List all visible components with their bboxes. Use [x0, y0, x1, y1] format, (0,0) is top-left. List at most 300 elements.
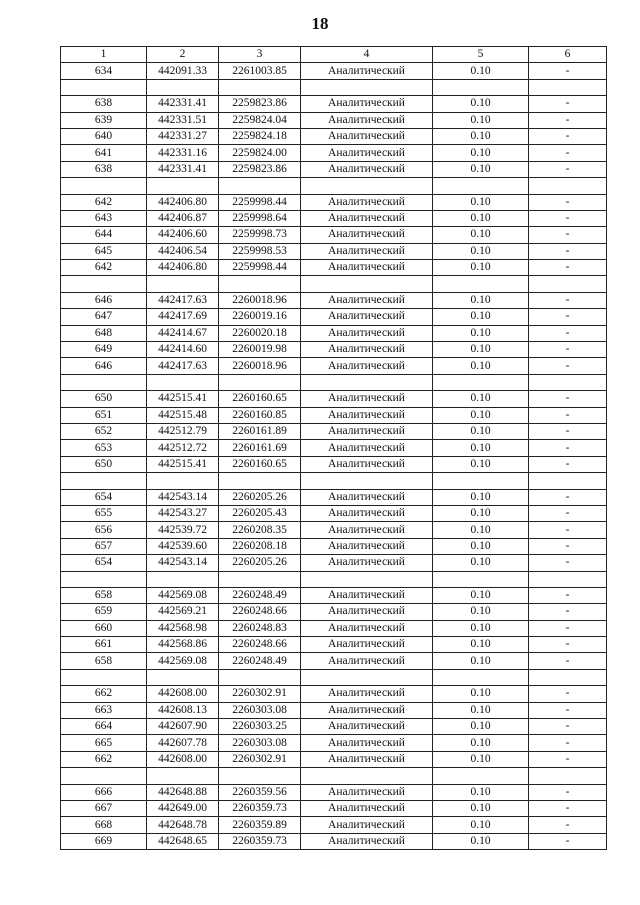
- accuracy-cell: 0.10: [433, 243, 529, 259]
- accuracy-cell: 0.10: [433, 817, 529, 833]
- accuracy-cell: 0.10: [433, 63, 529, 79]
- x-coordinate-cell: 442406.80: [147, 260, 219, 276]
- table-row: [61, 456, 607, 472]
- method-cell: Аналитический: [301, 112, 433, 128]
- x-coordinate-cell: 442406.87: [147, 210, 219, 226]
- accuracy-cell: 0.10: [433, 423, 529, 439]
- x-coordinate-cell: 442414.60: [147, 342, 219, 358]
- point-number-cell: 669: [61, 833, 147, 849]
- y-coordinate-cell: 2260248.49: [219, 653, 301, 669]
- note-cell: -: [529, 227, 607, 243]
- method-cell: Аналитический: [301, 260, 433, 276]
- method-cell: Аналитический: [301, 620, 433, 636]
- y-coordinate-cell: 2260205.43: [219, 505, 301, 521]
- point-number-cell: 650: [61, 456, 147, 472]
- table-row: [61, 63, 607, 79]
- table-row: [61, 604, 607, 620]
- x-coordinate-cell: 442515.41: [147, 456, 219, 472]
- y-coordinate-cell: 2260205.26: [219, 555, 301, 571]
- note-cell: -: [529, 128, 607, 144]
- table-row: [61, 243, 607, 259]
- note-cell: -: [529, 800, 607, 816]
- point-number-cell: 646: [61, 292, 147, 308]
- note-cell: -: [529, 719, 607, 735]
- table-row: [61, 407, 607, 423]
- note-cell: -: [529, 145, 607, 161]
- method-cell: Аналитический: [301, 702, 433, 718]
- y-coordinate-cell: 2260359.89: [219, 817, 301, 833]
- method-cell: Аналитический: [301, 325, 433, 341]
- x-coordinate-cell: 442568.98: [147, 620, 219, 636]
- method-cell: Аналитический: [301, 604, 433, 620]
- table-row: [61, 325, 607, 341]
- point-number-cell: 654: [61, 489, 147, 505]
- table-row: [61, 719, 607, 735]
- accuracy-cell: [433, 276, 529, 292]
- accuracy-cell: 0.10: [433, 407, 529, 423]
- method-cell: Аналитический: [301, 145, 433, 161]
- y-coordinate-cell: 2260160.65: [219, 391, 301, 407]
- note-cell: -: [529, 538, 607, 554]
- note-cell: -: [529, 637, 607, 653]
- point-number-cell: 655: [61, 505, 147, 521]
- note-cell: -: [529, 423, 607, 439]
- coordinates-table: [60, 46, 607, 850]
- table-row: [61, 227, 607, 243]
- method-cell: Аналитический: [301, 309, 433, 325]
- table-row: [61, 194, 607, 210]
- y-coordinate-cell: 2260248.49: [219, 587, 301, 603]
- note-cell: -: [529, 505, 607, 521]
- accuracy-cell: 0.10: [433, 702, 529, 718]
- method-cell: Аналитический: [301, 342, 433, 358]
- point-number-cell: 658: [61, 653, 147, 669]
- x-coordinate-cell: 442331.41: [147, 161, 219, 177]
- accuracy-cell: 0.10: [433, 194, 529, 210]
- y-coordinate-cell: 2260359.56: [219, 784, 301, 800]
- table-header-row: [61, 47, 607, 63]
- table-row: [61, 833, 607, 849]
- point-number-cell: 661: [61, 637, 147, 653]
- accuracy-cell: 0.10: [433, 505, 529, 521]
- table-row: [61, 522, 607, 538]
- page-number: 18: [311, 14, 329, 33]
- method-cell: Аналитический: [301, 423, 433, 439]
- x-coordinate-cell: 442608.00: [147, 751, 219, 767]
- point-number-cell: 650: [61, 391, 147, 407]
- method-cell: [301, 374, 433, 390]
- column-header: 4: [301, 47, 433, 63]
- accuracy-cell: 0.10: [433, 637, 529, 653]
- note-cell: [529, 276, 607, 292]
- note-cell: -: [529, 489, 607, 505]
- note-cell: [529, 178, 607, 194]
- accuracy-cell: 0.10: [433, 96, 529, 112]
- table-row: [61, 210, 607, 226]
- y-coordinate-cell: 2259824.00: [219, 145, 301, 161]
- method-cell: Аналитический: [301, 210, 433, 226]
- x-coordinate-cell: 442417.69: [147, 309, 219, 325]
- accuracy-cell: 0.10: [433, 833, 529, 849]
- accuracy-cell: 0.10: [433, 604, 529, 620]
- note-cell: [529, 768, 607, 784]
- table-separator-row: [61, 571, 607, 587]
- accuracy-cell: 0.10: [433, 145, 529, 161]
- y-coordinate-cell: 2260018.96: [219, 292, 301, 308]
- point-number-cell: 641: [61, 145, 147, 161]
- table-separator-row: [61, 768, 607, 784]
- table-row: [61, 423, 607, 439]
- table-row: [61, 292, 607, 308]
- table-row: [61, 784, 607, 800]
- method-cell: Аналитический: [301, 227, 433, 243]
- accuracy-cell: [433, 571, 529, 587]
- x-coordinate-cell: 442406.54: [147, 243, 219, 259]
- point-number-cell: 648: [61, 325, 147, 341]
- note-cell: -: [529, 391, 607, 407]
- accuracy-cell: 0.10: [433, 210, 529, 226]
- method-cell: Аналитический: [301, 538, 433, 554]
- y-coordinate-cell: [219, 473, 301, 489]
- table-separator-row: [61, 473, 607, 489]
- point-number-cell: 634: [61, 63, 147, 79]
- table-row: [61, 653, 607, 669]
- table-row: [61, 505, 607, 521]
- note-cell: -: [529, 210, 607, 226]
- point-number-cell: 665: [61, 735, 147, 751]
- accuracy-cell: 0.10: [433, 325, 529, 341]
- point-number-cell: 642: [61, 194, 147, 210]
- note-cell: -: [529, 587, 607, 603]
- accuracy-cell: 0.10: [433, 686, 529, 702]
- method-cell: [301, 276, 433, 292]
- method-cell: Аналитический: [301, 489, 433, 505]
- note-cell: -: [529, 194, 607, 210]
- point-number-cell: 666: [61, 784, 147, 800]
- point-number-cell: 639: [61, 112, 147, 128]
- point-number-cell: [61, 473, 147, 489]
- table-separator-row: [61, 374, 607, 390]
- point-number-cell: [61, 178, 147, 194]
- method-cell: Аналитический: [301, 653, 433, 669]
- point-number-cell: 668: [61, 817, 147, 833]
- table-row: [61, 538, 607, 554]
- x-coordinate-cell: 442607.90: [147, 719, 219, 735]
- point-number-cell: 640: [61, 128, 147, 144]
- point-number-cell: 638: [61, 161, 147, 177]
- table-row: [61, 555, 607, 571]
- note-cell: -: [529, 555, 607, 571]
- point-number-cell: 651: [61, 407, 147, 423]
- method-cell: Аналитический: [301, 292, 433, 308]
- point-number-cell: 662: [61, 686, 147, 702]
- y-coordinate-cell: 2259823.86: [219, 96, 301, 112]
- note-cell: -: [529, 735, 607, 751]
- table-row: [61, 800, 607, 816]
- note-cell: [529, 669, 607, 685]
- point-number-cell: 667: [61, 800, 147, 816]
- point-number-cell: 654: [61, 555, 147, 571]
- accuracy-cell: 0.10: [433, 800, 529, 816]
- y-coordinate-cell: [219, 178, 301, 194]
- point-number-cell: 656: [61, 522, 147, 538]
- y-coordinate-cell: 2261003.85: [219, 63, 301, 79]
- table-row: [61, 342, 607, 358]
- method-cell: Аналитический: [301, 391, 433, 407]
- table-row: [61, 751, 607, 767]
- method-cell: Аналитический: [301, 243, 433, 259]
- table-row: [61, 161, 607, 177]
- note-cell: -: [529, 440, 607, 456]
- x-coordinate-cell: 442331.41: [147, 96, 219, 112]
- y-coordinate-cell: 2260208.18: [219, 538, 301, 554]
- accuracy-cell: 0.10: [433, 653, 529, 669]
- x-coordinate-cell: 442417.63: [147, 292, 219, 308]
- point-number-cell: [61, 571, 147, 587]
- x-coordinate-cell: 442331.27: [147, 128, 219, 144]
- method-cell: Аналитический: [301, 63, 433, 79]
- x-coordinate-cell: 442608.00: [147, 686, 219, 702]
- point-number-cell: [61, 276, 147, 292]
- accuracy-cell: 0.10: [433, 587, 529, 603]
- table-row: [61, 620, 607, 636]
- y-coordinate-cell: [219, 374, 301, 390]
- accuracy-cell: 0.10: [433, 260, 529, 276]
- y-coordinate-cell: 2260019.98: [219, 342, 301, 358]
- table-row: [61, 489, 607, 505]
- table-row: [61, 128, 607, 144]
- y-coordinate-cell: 2259824.04: [219, 112, 301, 128]
- x-coordinate-cell: 442569.21: [147, 604, 219, 620]
- method-cell: Аналитический: [301, 735, 433, 751]
- x-coordinate-cell: 442539.72: [147, 522, 219, 538]
- y-coordinate-cell: [219, 79, 301, 95]
- accuracy-cell: 0.10: [433, 489, 529, 505]
- method-cell: Аналитический: [301, 358, 433, 374]
- point-number-cell: 653: [61, 440, 147, 456]
- x-coordinate-cell: 442406.60: [147, 227, 219, 243]
- accuracy-cell: 0.10: [433, 522, 529, 538]
- point-number-cell: 649: [61, 342, 147, 358]
- note-cell: -: [529, 407, 607, 423]
- method-cell: [301, 178, 433, 194]
- x-coordinate-cell: 442417.63: [147, 358, 219, 374]
- point-number-cell: 652: [61, 423, 147, 439]
- method-cell: [301, 473, 433, 489]
- point-number-cell: 662: [61, 751, 147, 767]
- y-coordinate-cell: 2259824.18: [219, 128, 301, 144]
- note-cell: -: [529, 325, 607, 341]
- note-cell: -: [529, 817, 607, 833]
- accuracy-cell: [433, 374, 529, 390]
- x-coordinate-cell: 442648.78: [147, 817, 219, 833]
- x-coordinate-cell: 442543.14: [147, 489, 219, 505]
- method-cell: Аналитический: [301, 407, 433, 423]
- x-coordinate-cell: [147, 276, 219, 292]
- x-coordinate-cell: 442569.08: [147, 587, 219, 603]
- point-number-cell: 659: [61, 604, 147, 620]
- note-cell: -: [529, 96, 607, 112]
- table-row: [61, 440, 607, 456]
- x-coordinate-cell: 442512.79: [147, 423, 219, 439]
- method-cell: Аналитический: [301, 686, 433, 702]
- method-cell: Аналитический: [301, 817, 433, 833]
- accuracy-cell: 0.10: [433, 342, 529, 358]
- x-coordinate-cell: [147, 571, 219, 587]
- x-coordinate-cell: 442515.48: [147, 407, 219, 423]
- method-cell: Аналитический: [301, 637, 433, 653]
- y-coordinate-cell: 2259998.44: [219, 194, 301, 210]
- accuracy-cell: 0.10: [433, 751, 529, 767]
- point-number-cell: 663: [61, 702, 147, 718]
- y-coordinate-cell: 2260205.26: [219, 489, 301, 505]
- x-coordinate-cell: 442543.27: [147, 505, 219, 521]
- point-number-cell: 638: [61, 96, 147, 112]
- note-cell: -: [529, 243, 607, 259]
- y-coordinate-cell: 2260248.66: [219, 604, 301, 620]
- x-coordinate-cell: [147, 79, 219, 95]
- point-number-cell: 645: [61, 243, 147, 259]
- method-cell: Аналитический: [301, 456, 433, 472]
- method-cell: Аналитический: [301, 194, 433, 210]
- x-coordinate-cell: 442539.60: [147, 538, 219, 554]
- x-coordinate-cell: 442515.41: [147, 391, 219, 407]
- column-header: 5: [433, 47, 529, 63]
- note-cell: [529, 79, 607, 95]
- table-row: [61, 587, 607, 603]
- note-cell: -: [529, 620, 607, 636]
- x-coordinate-cell: 442569.08: [147, 653, 219, 669]
- accuracy-cell: 0.10: [433, 227, 529, 243]
- y-coordinate-cell: 2259998.53: [219, 243, 301, 259]
- point-number-cell: 642: [61, 260, 147, 276]
- column-header: 1: [61, 47, 147, 63]
- x-coordinate-cell: 442648.88: [147, 784, 219, 800]
- method-cell: Аналитический: [301, 833, 433, 849]
- note-cell: -: [529, 456, 607, 472]
- method-cell: Аналитический: [301, 161, 433, 177]
- accuracy-cell: 0.10: [433, 309, 529, 325]
- note-cell: -: [529, 309, 607, 325]
- y-coordinate-cell: [219, 768, 301, 784]
- table-row: [61, 112, 607, 128]
- x-coordinate-cell: 442648.65: [147, 833, 219, 849]
- column-header: 6: [529, 47, 607, 63]
- accuracy-cell: 0.10: [433, 735, 529, 751]
- x-coordinate-cell: [147, 768, 219, 784]
- method-cell: [301, 669, 433, 685]
- accuracy-cell: 0.10: [433, 456, 529, 472]
- y-coordinate-cell: 2259998.44: [219, 260, 301, 276]
- y-coordinate-cell: 2260161.89: [219, 423, 301, 439]
- y-coordinate-cell: 2259998.64: [219, 210, 301, 226]
- x-coordinate-cell: [147, 669, 219, 685]
- note-cell: -: [529, 522, 607, 538]
- note-cell: [529, 571, 607, 587]
- point-number-cell: 644: [61, 227, 147, 243]
- column-header: 2: [147, 47, 219, 63]
- x-coordinate-cell: [147, 178, 219, 194]
- point-number-cell: [61, 374, 147, 390]
- y-coordinate-cell: 2260303.08: [219, 735, 301, 751]
- y-coordinate-cell: 2260359.73: [219, 833, 301, 849]
- table-row: [61, 637, 607, 653]
- point-number-cell: 664: [61, 719, 147, 735]
- x-coordinate-cell: 442406.80: [147, 194, 219, 210]
- accuracy-cell: 0.10: [433, 719, 529, 735]
- method-cell: Аналитический: [301, 96, 433, 112]
- table-row: [61, 96, 607, 112]
- point-number-cell: 643: [61, 210, 147, 226]
- x-coordinate-cell: 442331.51: [147, 112, 219, 128]
- accuracy-cell: [433, 669, 529, 685]
- accuracy-cell: 0.10: [433, 391, 529, 407]
- y-coordinate-cell: 2260359.73: [219, 800, 301, 816]
- table-separator-row: [61, 79, 607, 95]
- accuracy-cell: 0.10: [433, 358, 529, 374]
- y-coordinate-cell: 2260248.83: [219, 620, 301, 636]
- note-cell: -: [529, 342, 607, 358]
- y-coordinate-cell: 2260303.08: [219, 702, 301, 718]
- note-cell: -: [529, 63, 607, 79]
- table-separator-row: [61, 276, 607, 292]
- y-coordinate-cell: 2259823.86: [219, 161, 301, 177]
- note-cell: [529, 374, 607, 390]
- point-number-cell: 658: [61, 587, 147, 603]
- y-coordinate-cell: 2260248.66: [219, 637, 301, 653]
- table-row: [61, 260, 607, 276]
- accuracy-cell: [433, 178, 529, 194]
- note-cell: -: [529, 260, 607, 276]
- table-body: [61, 63, 607, 850]
- method-cell: Аналитический: [301, 800, 433, 816]
- table-row: [61, 309, 607, 325]
- x-coordinate-cell: 442649.00: [147, 800, 219, 816]
- note-cell: -: [529, 358, 607, 374]
- note-cell: -: [529, 653, 607, 669]
- note-cell: -: [529, 604, 607, 620]
- x-coordinate-cell: 442568.86: [147, 637, 219, 653]
- x-coordinate-cell: 442543.14: [147, 555, 219, 571]
- table-row: [61, 391, 607, 407]
- table-row: [61, 358, 607, 374]
- accuracy-cell: 0.10: [433, 112, 529, 128]
- table-separator-row: [61, 669, 607, 685]
- point-number-cell: [61, 768, 147, 784]
- point-number-cell: 646: [61, 358, 147, 374]
- accuracy-cell: 0.10: [433, 128, 529, 144]
- method-cell: [301, 768, 433, 784]
- method-cell: Аналитический: [301, 587, 433, 603]
- point-number-cell: [61, 669, 147, 685]
- table-row: [61, 817, 607, 833]
- y-coordinate-cell: 2260302.91: [219, 686, 301, 702]
- column-header: 3: [219, 47, 301, 63]
- y-coordinate-cell: 2260160.85: [219, 407, 301, 423]
- method-cell: [301, 571, 433, 587]
- accuracy-cell: 0.10: [433, 161, 529, 177]
- y-coordinate-cell: 2260018.96: [219, 358, 301, 374]
- y-coordinate-cell: 2260302.91: [219, 751, 301, 767]
- accuracy-cell: 0.10: [433, 538, 529, 554]
- point-number-cell: 657: [61, 538, 147, 554]
- y-coordinate-cell: 2260160.65: [219, 456, 301, 472]
- y-coordinate-cell: 2260208.35: [219, 522, 301, 538]
- x-coordinate-cell: [147, 473, 219, 489]
- y-coordinate-cell: 2259998.73: [219, 227, 301, 243]
- method-cell: Аналитический: [301, 505, 433, 521]
- table-separator-row: [61, 178, 607, 194]
